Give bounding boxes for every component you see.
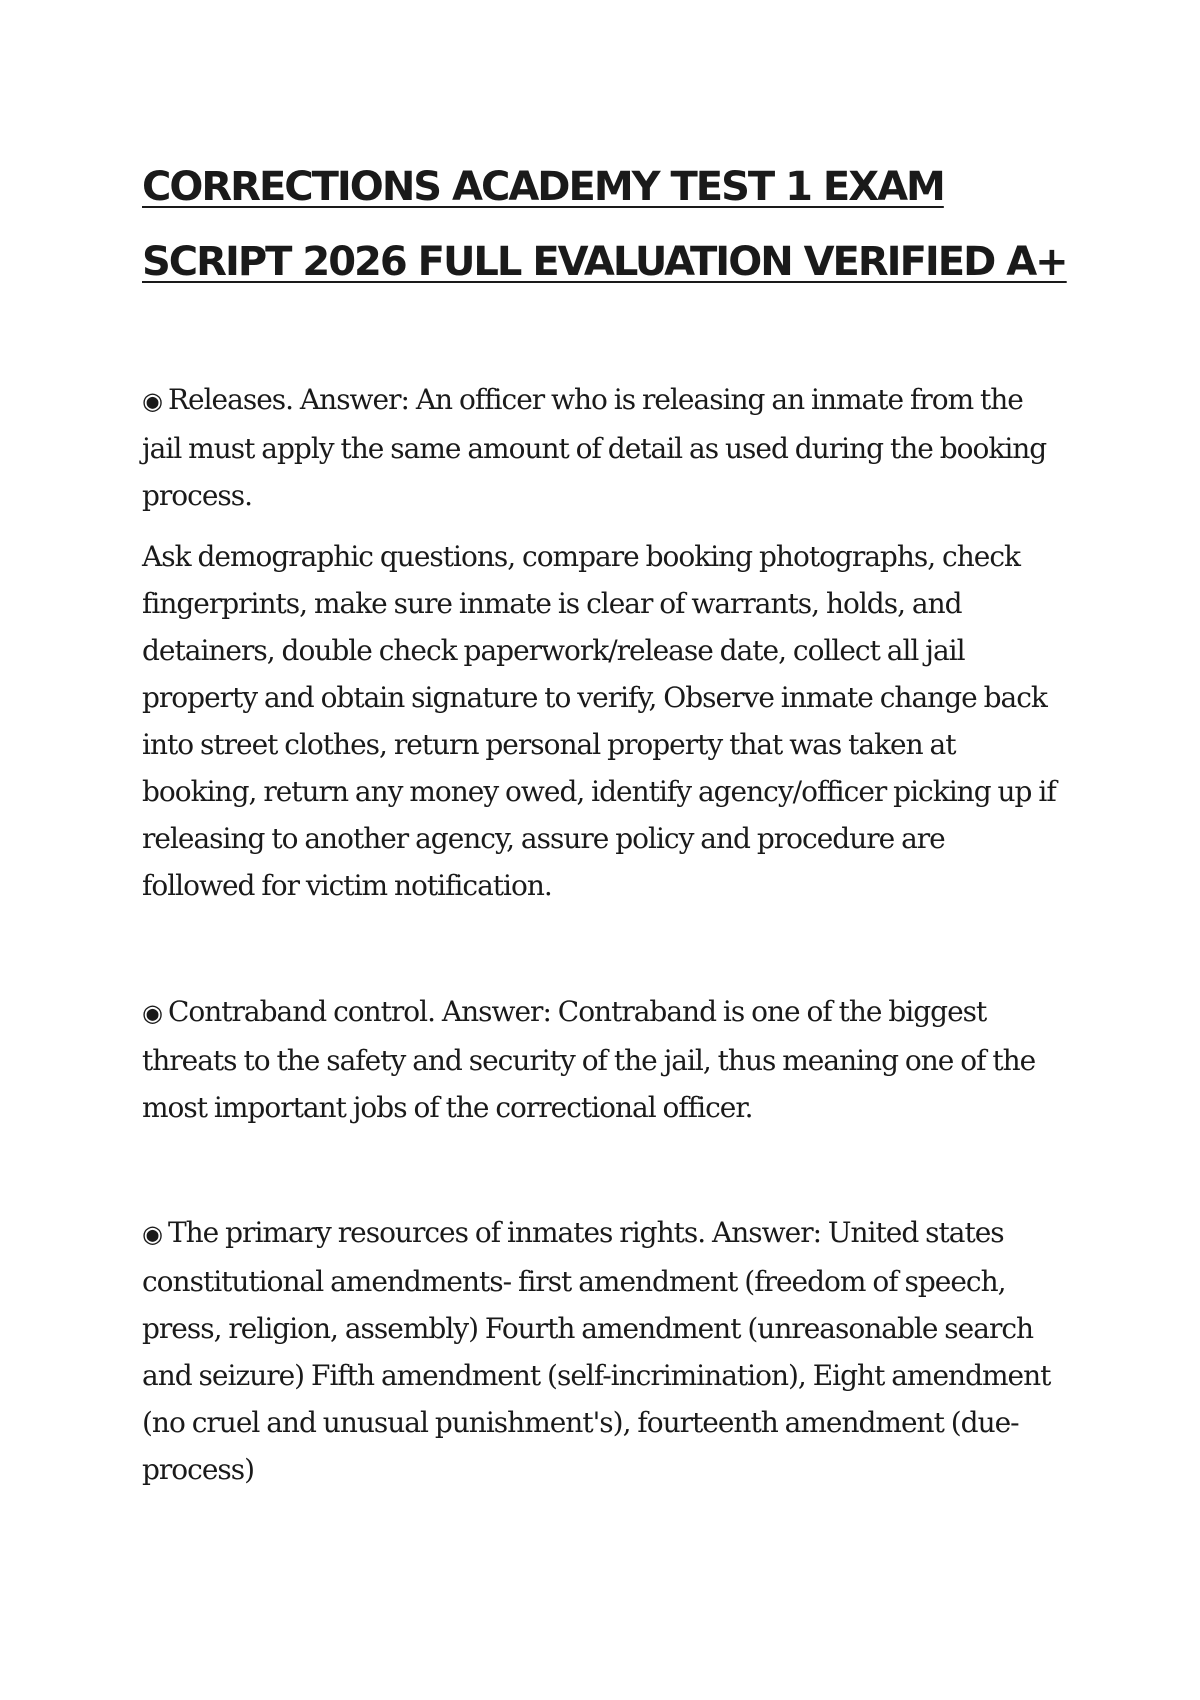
- qa-text: The primary resources of inmates rights. Answer: United states constitutional amendments- first amendment (freedom of speech, press, religion, assembly) Fourth amendment (unreasonable search and seizure) Fifth amendment (self-incrimination), Eight amendment (no cruel and unusual punishment's), fourteenth amendment (due-process): [142, 1216, 1051, 1486]
- qa-item-inmate-rights: [142, 1209, 1062, 1493]
- qa-item-contraband-control: [142, 988, 1062, 1131]
- bullet-icon: ◉: [142, 1220, 162, 1248]
- document-title-text: CORRECTIONS ACADEMY TEST 1 EXAM SCRIPT 2026 FULL EVALUATION VERIFIED A+: [142, 164, 1067, 285]
- document-title: [142, 150, 1102, 300]
- qa-item-releases: [142, 376, 1062, 519]
- qa-text: Contraband control. Answer: Contraband is one of the biggest threats to the safety and security of the jail, thus meaning one of the most important jobs of the correctional officer.: [142, 995, 1036, 1124]
- bullet-icon: ◉: [142, 999, 162, 1027]
- bullet-icon: ◉: [142, 387, 162, 415]
- qa-text: Releases. Answer: An officer who is releasing an inmate from the jail must apply the same amount of detail as used during the booking process.: [142, 383, 1047, 512]
- qa-item-releases-continuation: Ask demographic questions, compare booking photographs, check fingerprints, make sure inmate is clear of warrants, holds, and detainers, double check paperwork/release date, collect all jail property and obtain signature to verify, Observe inmate change back into street clothes, return personal property that was taken at booking, return any money owed, identify agency/officer picking up if releasing to another agency, assure policy and procedure are followed for victim notification.: [142, 540, 1056, 902]
